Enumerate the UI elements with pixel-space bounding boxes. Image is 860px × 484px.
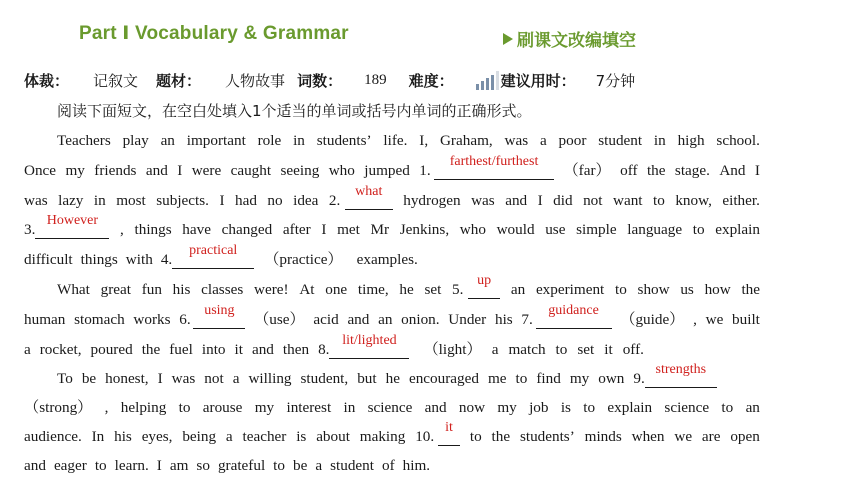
passage-word: things xyxy=(80,251,118,268)
passage-word: time, xyxy=(357,281,389,298)
passage-word: student xyxy=(330,457,374,474)
passage-word: language xyxy=(627,221,683,238)
passage-word: Teachers xyxy=(57,132,111,149)
passage-word: to xyxy=(653,192,665,209)
passage-word: （light） xyxy=(423,341,482,358)
topic-label: 题材： xyxy=(156,71,202,90)
passage-word: a xyxy=(315,457,323,474)
passage-word: the xyxy=(141,341,161,358)
passage-word: he xyxy=(399,281,414,298)
passage-word: in xyxy=(93,192,106,209)
passage-word: jumped xyxy=(364,162,410,179)
passage-word: encouraged xyxy=(408,370,479,387)
passage-word: And xyxy=(719,162,746,179)
difficulty-bar xyxy=(481,81,484,90)
passage-word: honest, xyxy=(105,370,149,387)
passage-word: set xyxy=(577,341,595,358)
passage-word: to xyxy=(583,399,596,416)
passage-word: an xyxy=(510,281,526,298)
passage-word: it xyxy=(234,341,243,358)
passage-word: was xyxy=(504,132,529,149)
passage-word: play xyxy=(122,132,149,149)
answer-7: guidance xyxy=(548,303,599,318)
passage-word: I xyxy=(156,457,162,474)
passage-word: I xyxy=(537,192,543,209)
section-title: Part Ⅰ Vocabulary & Grammar xyxy=(79,23,349,44)
passage-word: （use） xyxy=(254,311,305,328)
passage-word: difficult xyxy=(24,251,73,268)
passage-word: fun xyxy=(141,281,162,298)
passage-word: classes xyxy=(201,281,244,298)
passage-word: to xyxy=(692,221,705,238)
passage-word: an xyxy=(745,399,760,416)
passage-word: when xyxy=(631,428,665,445)
passage-word: things xyxy=(134,221,172,238)
passage-word: an xyxy=(378,311,393,328)
answer-blank-10[interactable] xyxy=(438,420,460,446)
passage-word: either. xyxy=(722,192,760,209)
passage-word: his xyxy=(494,311,513,328)
passage-word: works xyxy=(133,311,171,328)
passage-word: Graham, xyxy=(439,132,493,149)
passage-word: a xyxy=(225,428,233,445)
difficulty-label: 难度： xyxy=(408,71,454,90)
instruction-text: 阅读下面短文，在空白处填入1个适当的单词或括号内单词的正确形式。 xyxy=(57,102,532,120)
passage-word: the xyxy=(491,428,511,445)
wordcount-value: 189 xyxy=(364,71,387,88)
passage-word: into xyxy=(201,341,226,358)
passage-word: and xyxy=(424,399,447,416)
passage-word: him. xyxy=(402,457,431,474)
passage-word: now xyxy=(458,399,486,416)
topic-value: 人物故事 xyxy=(225,71,286,90)
answer-3: However xyxy=(46,213,99,228)
passage-word: student, xyxy=(300,370,349,387)
passage-word: be xyxy=(293,457,308,474)
passage-word: his xyxy=(172,281,191,298)
answer-blank-9[interactable] xyxy=(645,362,717,388)
passage-word: 2. xyxy=(328,192,341,209)
passage-word: my xyxy=(254,399,275,416)
passage-word: we xyxy=(674,428,693,445)
answer-blank-1[interactable] xyxy=(434,154,554,180)
passage-word: was xyxy=(471,192,495,209)
passage-line xyxy=(24,243,760,269)
answer-blank-3[interactable] xyxy=(35,213,109,239)
passage-word: lazy xyxy=(58,192,84,209)
passage-word: important xyxy=(186,132,246,149)
passage-word: rocket, xyxy=(39,341,82,358)
answer-2: what xyxy=(355,184,383,199)
passage-line xyxy=(57,128,760,150)
passage-word: 8. xyxy=(318,341,330,358)
passage-word: science xyxy=(367,399,413,416)
genre-label: 体裁： xyxy=(24,71,70,90)
passage-word: （strong） xyxy=(24,399,93,416)
passage-word: in xyxy=(293,132,305,149)
passage-word: and xyxy=(347,311,370,328)
play-triangle-icon xyxy=(503,33,513,45)
passage-word: to xyxy=(469,428,482,445)
passage-word: I xyxy=(219,192,225,209)
passage-word: a xyxy=(232,370,240,387)
passage-word: to xyxy=(515,370,528,387)
answer-10: it xyxy=(445,420,453,435)
passage-word: acid xyxy=(313,311,339,328)
passage-word: would xyxy=(496,221,535,238)
passage-word: students’ xyxy=(316,132,372,149)
passage-word: were! xyxy=(254,281,289,298)
passage-word: is xyxy=(560,399,571,416)
passage-word: hydrogen xyxy=(403,192,461,209)
passage-word: me xyxy=(487,370,507,387)
passage-word: to xyxy=(555,341,568,358)
passage-word: a xyxy=(539,132,547,149)
passage-word: but xyxy=(357,370,377,387)
passage-word: want xyxy=(612,192,643,209)
passage-word: who xyxy=(328,162,355,179)
passage-word: fuel xyxy=(169,341,193,358)
passage-word: who xyxy=(459,221,486,238)
exercise-type-label: 刷课文改编填空 xyxy=(517,31,636,51)
passage-word: Once xyxy=(24,162,57,179)
passage-word: open xyxy=(730,428,760,445)
passage-word: human xyxy=(24,311,66,328)
answer-blank-4[interactable] xyxy=(172,243,254,269)
passage-word: did xyxy=(553,192,573,209)
passage-word: （far） xyxy=(563,162,611,179)
passage-word: show xyxy=(637,281,670,298)
passage-word: to xyxy=(94,457,107,474)
passage-word: What xyxy=(57,281,90,298)
passage-line xyxy=(24,184,760,210)
passage-line xyxy=(57,273,760,299)
passage-word: was xyxy=(24,192,48,209)
passage-word: grateful xyxy=(217,457,266,474)
passage-word: how xyxy=(704,281,731,298)
passage-word: 9. xyxy=(633,370,645,387)
difficulty-bar xyxy=(476,84,479,90)
passage-word: seeing xyxy=(280,162,320,179)
passage-word: interest xyxy=(286,399,332,416)
blank-number-3: 3. xyxy=(24,221,36,238)
passage-line xyxy=(24,420,760,446)
passage-word: to xyxy=(273,457,285,474)
passage-word: explain xyxy=(607,399,653,416)
passage-word: had xyxy=(235,192,257,209)
time-value: 7分钟 xyxy=(595,71,636,90)
passage-word: , xyxy=(104,399,109,416)
passage-word: we xyxy=(705,311,724,328)
passage-word: off xyxy=(620,162,638,179)
passage-word: in xyxy=(653,132,666,149)
passage-word: an xyxy=(160,132,175,149)
passage-word: great xyxy=(100,281,131,298)
passage-word: a xyxy=(24,341,31,358)
passage-word: Under xyxy=(448,311,487,328)
exercise-type-tag xyxy=(503,26,636,51)
passage-word: about xyxy=(316,428,350,445)
passage-line xyxy=(24,395,760,417)
passage-word: find xyxy=(536,370,561,387)
passage-word: arouse xyxy=(202,399,243,416)
passage-word: I xyxy=(177,162,183,179)
passage-word: audience. xyxy=(24,428,82,445)
passage-word: examples. xyxy=(356,251,418,268)
passage-word: making xyxy=(359,428,406,445)
passage-word: role xyxy=(257,132,282,149)
passage-line xyxy=(24,303,760,329)
passage-word: , xyxy=(120,221,124,238)
passage-word: and xyxy=(145,162,168,179)
info-bar xyxy=(24,68,635,92)
passage-word: so xyxy=(196,457,210,474)
passage-word: and xyxy=(24,457,46,474)
passage-line xyxy=(24,453,760,475)
passage-word: met xyxy=(337,221,360,238)
answer-blank-6[interactable] xyxy=(193,303,245,329)
passage-word: then xyxy=(282,341,310,358)
passage-word: no xyxy=(267,192,283,209)
passage-word: learn. xyxy=(114,457,149,474)
answer-blank-5[interactable] xyxy=(468,273,500,299)
passage-word: teacher xyxy=(242,428,287,445)
passage-word: know, xyxy=(675,192,712,209)
passage-line xyxy=(57,362,760,388)
passage-word: to xyxy=(178,399,191,416)
passage-word: 5. xyxy=(452,281,464,298)
passage-word: At xyxy=(299,281,315,298)
passage-word: of xyxy=(381,457,395,474)
passage-word: he xyxy=(385,370,400,387)
answer-blank-8[interactable] xyxy=(329,333,409,359)
passage-line xyxy=(24,154,760,180)
genre-value: 记叙文 xyxy=(93,71,139,90)
passage-word: the xyxy=(741,281,760,298)
passage-word: a xyxy=(491,341,499,358)
passage-word: and xyxy=(505,192,528,209)
passage-word: students’ xyxy=(519,428,575,445)
passage-word: I xyxy=(157,370,163,387)
passage-word: to xyxy=(721,399,734,416)
passage-word: his xyxy=(114,428,132,445)
passage-word: to xyxy=(614,281,627,298)
passage-word: was xyxy=(171,370,196,387)
passage-word: Mr xyxy=(370,221,390,238)
passage-word: not xyxy=(204,370,224,387)
answer-1: farthest/furthest xyxy=(449,154,539,169)
difficulty-bars-icon xyxy=(476,70,499,90)
answer-blank-2[interactable] xyxy=(345,184,393,210)
passage-word: caught xyxy=(230,162,272,179)
passage-word: in xyxy=(343,399,356,416)
passage-word: is xyxy=(296,428,307,445)
difficulty-bar xyxy=(486,78,489,90)
passage-word: Jenkins, xyxy=(399,221,450,238)
passage-word: have xyxy=(182,221,211,238)
difficulty-bar xyxy=(491,75,494,90)
passage-word: my xyxy=(569,370,590,387)
passage-word: school. xyxy=(716,132,760,149)
passage-word: poured xyxy=(90,341,133,358)
passage-word: are xyxy=(701,428,721,445)
passage-word: onion. xyxy=(401,311,440,328)
passage-word: simple xyxy=(576,221,617,238)
passage-word: In xyxy=(91,428,105,445)
passage-word: （guide） xyxy=(620,311,685,328)
passage-word: stage. xyxy=(674,162,710,179)
passage-word: it xyxy=(604,341,613,358)
answer-5: up xyxy=(477,273,492,288)
answer-6: using xyxy=(204,303,235,318)
passage-word: with xyxy=(125,251,153,268)
passage-word: my xyxy=(497,399,517,416)
passage-word: stomach xyxy=(74,311,125,328)
passage-word: I xyxy=(754,162,760,179)
passage-line xyxy=(24,333,760,359)
passage-word: friends xyxy=(94,162,137,179)
passage-word: （practice） xyxy=(264,251,343,268)
passage-word: match xyxy=(508,341,546,358)
passage-word: poor xyxy=(558,132,587,149)
passage-word: be xyxy=(81,370,97,387)
passage-word: idea xyxy=(293,192,319,209)
passage-word: use xyxy=(545,221,566,238)
passage-word: 10. xyxy=(415,428,435,445)
wordcount-label: 词数： xyxy=(297,71,343,90)
passage-word: explain xyxy=(715,221,760,238)
answer-8: lit/lighted xyxy=(342,333,397,348)
answer-4: practical xyxy=(189,243,238,258)
passage-word: being xyxy=(182,428,217,445)
passage-word: and xyxy=(251,341,274,358)
time-label: 建议用时： xyxy=(500,71,576,90)
passage-word: I, xyxy=(419,132,429,149)
answer-9: strengths xyxy=(655,362,707,377)
difficulty-bar xyxy=(496,71,499,90)
passage-word: built xyxy=(732,311,760,328)
passage-word: eyes, xyxy=(141,428,173,445)
passage-word: willing xyxy=(248,370,292,387)
passage-word: 6. xyxy=(179,311,191,328)
passage-word: job xyxy=(529,399,549,416)
passage-word: my xyxy=(65,162,85,179)
passage-word: the xyxy=(646,162,666,179)
passage-word: student xyxy=(598,132,643,149)
passage-word: , xyxy=(693,311,697,328)
passage-word: after xyxy=(282,221,311,238)
passage-word: one xyxy=(325,281,348,298)
passage-word: off. xyxy=(622,341,644,358)
passage-word: minds xyxy=(584,428,622,445)
passage-word: helping xyxy=(120,399,167,416)
passage-word: life. xyxy=(383,132,408,149)
passage-word: not xyxy=(583,192,603,209)
passage-word: 1. xyxy=(419,162,431,179)
passage-word: were xyxy=(191,162,222,179)
passage-word: set xyxy=(424,281,442,298)
answer-blank-7[interactable] xyxy=(536,303,612,329)
passage-word: subjects. xyxy=(156,192,209,209)
passage-word: 4. xyxy=(160,251,173,268)
passage-line xyxy=(24,213,760,239)
passage-word: 7. xyxy=(521,311,533,328)
passage-word: changed xyxy=(221,221,273,238)
passage-word: own xyxy=(598,370,625,387)
passage-word: high xyxy=(677,132,705,149)
passage-word: most xyxy=(116,192,146,209)
passage-word: experiment xyxy=(535,281,605,298)
passage-word: us xyxy=(680,281,694,298)
passage-word: I xyxy=(321,221,327,238)
passage-word: eager xyxy=(53,457,87,474)
passage-word: am xyxy=(169,457,189,474)
passage-word: science xyxy=(664,399,710,416)
passage-word: To xyxy=(57,370,73,387)
